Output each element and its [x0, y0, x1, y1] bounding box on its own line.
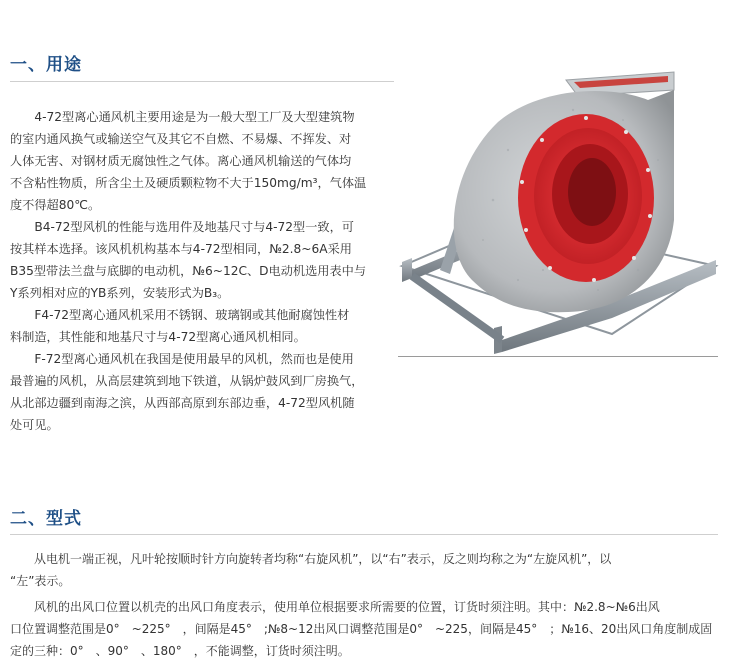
text-line: 从北部边疆到南海之滨，从西部高原到东部边垂，4-72型风机随: [10, 396, 355, 410]
text-line: 口位置调整范围是0° ~225° ，间隔是45° ;№8~12出风口调整范围是0° ~225，间隔是45° ；№16、20出风口角度制成固: [10, 622, 713, 636]
text-line: B4-72型风机的性能与选用件及地基尺寸与4-72型一致，可: [10, 220, 354, 234]
usage-paragraph-4: [10, 348, 394, 436]
text-line: 按其样本选择。该风机机构基本与4-72型相同，№2.8~6A采用: [10, 242, 352, 256]
text-line: 的室内通风换气或输送空气及其它不自燃、不易爆、不挥发、对: [10, 132, 352, 146]
section-title-type: 二、型式: [10, 509, 82, 529]
text-line: 度不得超80℃。: [10, 198, 101, 212]
text-line: 从电机一端正视，凡叶轮按顺时针方向旋转者均称“右旋风机”，以“右”表示，反之则均称之为“左旋风机”，以: [10, 552, 612, 566]
text-line: F4-72型离心通风机采用不锈钢、玻璃钢或其他耐腐蚀性材: [10, 308, 350, 322]
centrifugal-fan-photo-icon: [398, 70, 720, 355]
text-line: 处可见。: [10, 418, 59, 432]
text-line: “左”表示。: [10, 574, 71, 588]
text-line: 人体无害、对钢材质无腐蚀性之气体。离心通风机输送的气体均: [10, 154, 352, 168]
text-line: 4-72型离心通风机主要用途是为一般大型工厂及大型建筑物: [10, 110, 355, 124]
section-divider: [10, 534, 718, 535]
text-line: Y系列相对应的YB系列，安装形式为B₃。: [10, 286, 230, 300]
text-line: 定的三种：0° 、90° 、180° ，不能调整，订货时须注明。: [10, 644, 350, 658]
type-paragraph-1: [10, 548, 720, 592]
text-line: B35型带法兰盘与底脚的电动机，№6~12C、D电动机选用表中与: [10, 264, 367, 278]
type-paragraph-2: [10, 596, 720, 662]
text-line: 最普遍的风机，从高层建筑到地下铁道，从锅炉鼓风到厂房换气，: [10, 374, 364, 388]
text-line: F-72型离心通风机在我国是使用最早的风机，然而也是使用: [10, 352, 354, 366]
text-line: 料制造，其性能和地基尺寸与4-72型离心通风机相同。: [10, 330, 306, 344]
text-line: 风机的出风口位置以机壳的出风口角度表示，使用单位根据要求所需要的位置，订货时须注明。其中：№2.8~№6出风: [10, 600, 660, 614]
usage-paragraph-2: [10, 216, 394, 304]
section-title-usage: 一、用途: [10, 55, 82, 75]
text-line: 不含粘性物质，所含尘土及硬质颗粒物不大于150mg/m³，气体温: [10, 176, 367, 190]
section-divider: [10, 81, 394, 82]
image-caption-rule: [398, 356, 718, 357]
usage-paragraph-3: [10, 304, 394, 348]
usage-paragraph-1: [10, 106, 394, 216]
